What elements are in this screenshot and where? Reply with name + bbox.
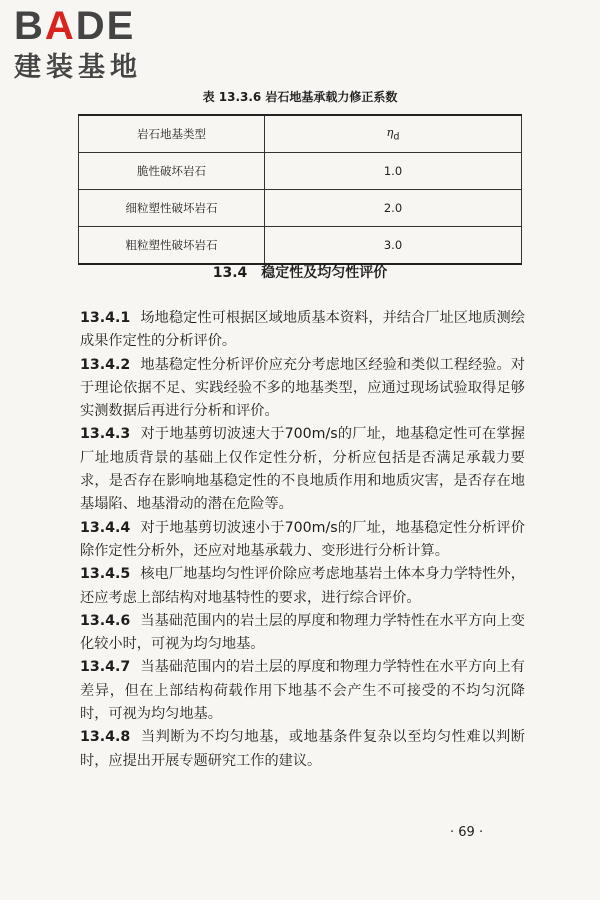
clause-paragraph	[80, 354, 525, 424]
clause-paragraph	[80, 563, 525, 610]
table-row	[79, 227, 522, 265]
rock-type-cell: 脆性破坏岩石	[79, 153, 265, 190]
clause-text: 当基础范围内的岩土层的厚度和物理力学特性在水平方向上变化较小时，可视为均匀地基。	[80, 612, 525, 653]
clause-paragraph	[80, 726, 525, 773]
clause-text: 核电厂地基均匀性评价除应考虑地基岩土体本身力学特性外，还应考虑上部结构对地基特性的要求，进行综合评价。	[80, 566, 525, 606]
coefficient-value-cell: 1.0	[265, 153, 522, 190]
clause-number: 13.4.1	[80, 310, 131, 326]
table-caption: 表 13.3.6 岩石地基承载力修正系数	[202, 90, 398, 104]
table-row	[79, 190, 522, 227]
clause-number: 13.4.5	[80, 566, 131, 583]
clause-text: 当判断为不均匀地基，或地基条件复杂以至均匀性难以判断时，应提出开展专题研究工作的建议。	[80, 729, 525, 769]
header-coefficient	[265, 115, 522, 153]
clause-text: 对于地基剪切波速小于700m/s的厂址，地基稳定性分析评价除作定性分析外，还应对地基承载力、变形进行分析计算。	[80, 519, 525, 559]
rock-type-cell: 粗粒塑性破坏岩石	[79, 227, 265, 265]
clause-paragraph	[80, 517, 525, 564]
brand-logo	[14, 4, 184, 84]
clause-text: 对于地基剪切波速大于700m/s的厂址，地基稳定性可在掌握厂址地质背景的基础上仅作定性分析，分析应包括是否满足承载力要求，是否存在影响地基稳定性的不良地质作用和地质灾害，是否存在地基塌陷、地基滑动的潜在危险等。	[80, 426, 525, 513]
coefficient-table	[78, 114, 522, 265]
clause-number: 13.4.8	[80, 729, 131, 746]
logo-letter-a: A	[44, 4, 76, 48]
coefficient-subscript: d	[393, 131, 400, 143]
clause-number: 13.4.4	[80, 519, 131, 536]
clause-text: 场地稳定性可根据区域地质基本资料，并结合厂址区地质测绘成果作定性的分析评价。	[80, 310, 525, 350]
section-heading	[0, 262, 600, 282]
clause-number: 13.4.3	[80, 426, 131, 443]
clause-paragraph	[80, 656, 525, 726]
header-rock-type: 岩石地基类型	[79, 115, 265, 153]
clause-number: 13.4.7	[80, 659, 131, 676]
logo-subtitle: 建装基地	[14, 52, 142, 83]
section-number: 13.4	[212, 265, 248, 281]
logo-wordmark	[14, 4, 184, 48]
clause-text: 当基础范围内的岩土层的厚度和物理力学特性在水平方向上有差异，但在上部结构荷载作用下地基不会产生不可接受的不均匀沉降时，可视为均匀地基。	[80, 659, 525, 723]
clause-paragraph	[80, 610, 525, 657]
logo-letter-b: B	[14, 4, 45, 48]
clause-number: 13.4.6	[80, 612, 131, 629]
clause-text: 地基稳定性分析评价应充分考虑地区经验和类似工程经验。对于理论依据不足、实践经验不多的地基类型，应通过现场试验取得足够实测数据后再进行分析和评价。	[80, 356, 525, 420]
clause-number: 13.4.2	[80, 356, 131, 373]
logo-letters-de: DE	[75, 4, 136, 48]
coefficient-value-cell: 2.0	[265, 190, 522, 227]
coefficient-symbol: η	[386, 125, 394, 140]
section-title-text: 稳定性及均匀性评价	[261, 265, 388, 281]
page-number: · 69 ·	[450, 825, 484, 840]
table-header-row	[79, 115, 522, 153]
table-row	[79, 153, 522, 190]
rock-type-cell: 细粒塑性破坏岩石	[79, 190, 265, 227]
section-body	[80, 307, 525, 773]
coefficient-value-cell: 3.0	[265, 227, 522, 265]
clause-paragraph	[80, 307, 525, 354]
clause-paragraph	[80, 423, 525, 516]
